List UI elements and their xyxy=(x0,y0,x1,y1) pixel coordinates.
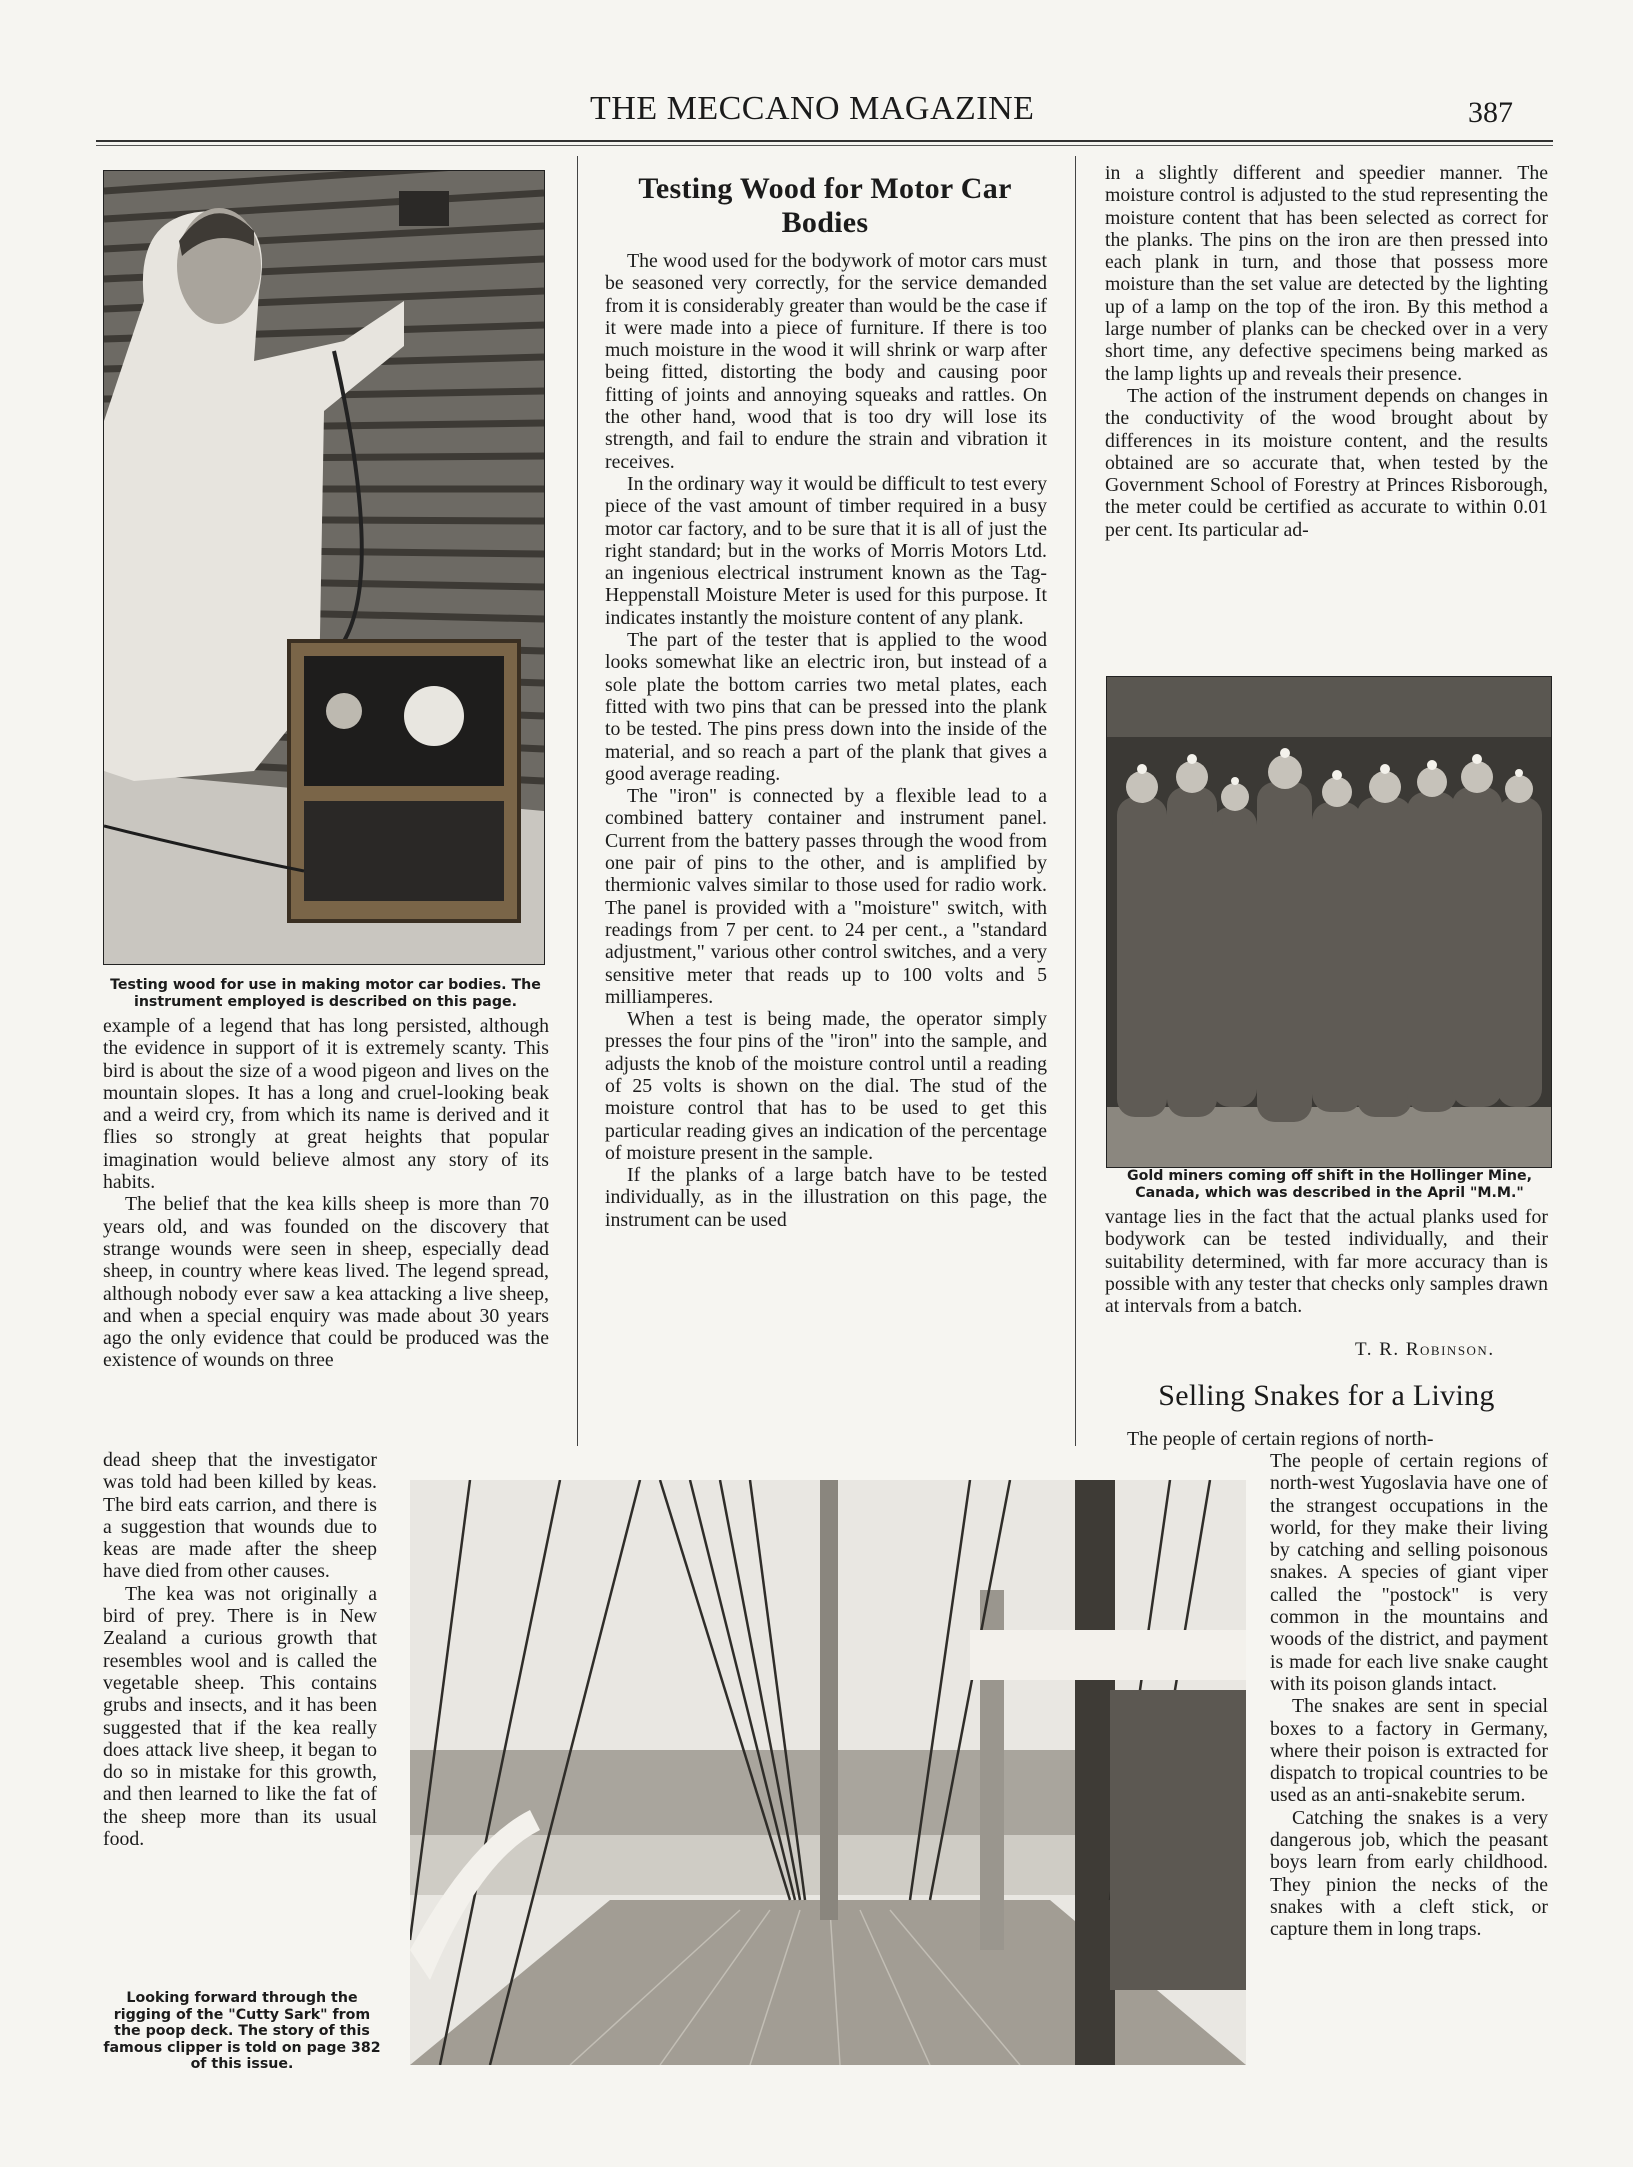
caption-cutty-sark: Looking forward through the rigging of the "Cutty Sark" from the poop deck. The story of this famous clipper is told on page 382 of this issue. xyxy=(103,1990,381,2072)
kea-article-lower xyxy=(103,1449,377,1850)
wood-article-body xyxy=(605,250,1047,1231)
wood-article-ending xyxy=(1105,1206,1548,1317)
caption-gold-miners: Gold miners coming off shift in the Hollinger Mine, Canada, which was described in the April "M.M." xyxy=(1126,1168,1533,1201)
kea-article-upper xyxy=(103,1015,549,1372)
kea-paragraph: The belief that the kea kills sheep is more than 70 years old, and was founded on the discovery that strange wounds were seen in sheep, especially dead sheep, in country where keas lived. The legend spread, although nobody ever saw a kea attacking a live sheep, and when a special enquiry was made about 30 years ago the only evidence that could be produced was the existence of wounds on three xyxy=(103,1193,549,1372)
wood-paragraph: The action of the instrument depends on changes in the conductivity of the wood brought about by differences in its moisture content, and the results obtained are so accurate that, when tested by the Government School of Forestry at Princes Risborough, the meter could be certified as accurate to within 0.01 per cent. Its particular ad- xyxy=(1105,384,1548,541)
wood-paragraph: vantage lies in the fact that the actual planks used for bodywork can be tested individually, and their suitability determined, with far more accuracy than is possible with any tester that checks only samples drawn at intervals from a batch. xyxy=(1105,1206,1548,1318)
wood-paragraph: When a test is being made, the operator simply presses the four pins of the "iron" into the sample, and adjusts the knob of the moisture control until a reading of 25 volts is shown on the dial. The stud of the moisture control that has to be used to get this particular reading gives an indication of the percentage of moisture present in the sample. xyxy=(605,1008,1047,1164)
kea-paragraph: The kea was not originally a bird of prey. There is in New Zealand a curious growth that resembles wool and is called the vegetable sheep. This contains grubs and insects, and it has been suggested that if the kea really does attack live sheep, it began to do so in mistake for this growth, and then learned to like the fat of the sheep more than its usual food. xyxy=(103,1582,377,1851)
snakes-article-title: Selling Snakes for a Living xyxy=(1158,1379,1495,1412)
snakes-paragraph: The people of certain regions of north-west Yugoslavia have one of the strangest occupations in the world, for they make their living by catching and selling poisonous snakes. A species of giant viper called the "postock" is very common in the mountains and woods of the district, and payment is made for each live snake caught with its poison glands intact. xyxy=(1270,1450,1548,1695)
wood-paragraph: In the ordinary way it would be difficult to test every piece of the vast amount of timber required in a busy motor car factory, and to be sure that it is all of just the right standard; but in the works of Morris Motors Ltd. an ingenious electrical instrument known as the Tag-Heppenstall Moisture Meter is used for this purpose. It indicates instantly the moisture content of any plank. xyxy=(605,472,1047,629)
magazine-title: THE MECCANO MAGAZINE xyxy=(590,90,1035,127)
column-rule-left xyxy=(577,156,578,1446)
column-rule-right xyxy=(1075,156,1076,1446)
wood-paragraph: The wood used for the bodywork of motor cars must be seasoned very correctly, for the service demanded from it is considerably greater than would be the case if it were made into a piece of furniture. If there is too much moisture in the wood it will shrink or warp after being fitted, distorting the body and causing poor fitting of joints and annoying squeaks and rattles. On the other hand, wood that is too dry will lose its strength, and fail to endure the strain and vibration it receives. xyxy=(605,250,1047,473)
snakes-article-intro xyxy=(1105,1428,1548,1450)
photo-wood-tester xyxy=(103,170,545,965)
wood-paragraph: in a slightly different and speedier manner. The moisture control is adjusted to the stud representing the moisture content that has been selected as correct for the planks. The pins on the iron are then pressed into each plank in turn, and those that possess more moisture than the set value are detected by the lighting up of a lamp on the top of the iron. By this method a large number of planks can be checked over in a very short time, any defective specimens being marked as the lamp lights up and reveals their presence. xyxy=(1105,162,1548,385)
header-rule xyxy=(96,140,1553,142)
kea-paragraph: dead sheep that the investigator was told had been killed by keas. The bird eats carrion, and there is a suggestion that wounds due to keas are made after the sheep have died from other causes. xyxy=(103,1449,377,1583)
snakes-paragraph-start: The people of certain regions of north- xyxy=(1127,1428,1434,1450)
wood-paragraph: If the planks of a large batch have to be tested individually, as in the illustration on this page, the instrument can be used xyxy=(605,1164,1047,1231)
kea-paragraph: example of a legend that has long persisted, although the evidence in support of it is extremely scanty. This bird is about the size of a wood pigeon and lives on the mountain slopes. It has a long and cruel-looking beak and a weird cry, from which its name is derived and it flies so strongly at great heights that popular imagination would believe almost any story of its habits. xyxy=(103,1015,549,1194)
page-number: 387 xyxy=(1468,96,1513,129)
wood-paragraph: The "iron" is connected by a flexible lead to a combined battery container and instrument panel. Current from the battery passes through the wood from one pair of pins to the other, and is amplified by thermionic valves similar to those used for radio work. The panel is provided with a "moisture" switch, with readings from 7 per cent. to 24 per cent., a "standard adjustment," various other control switches, and a very sensitive meter that reads up to 100 volts and 5 milliamperes. xyxy=(605,785,1047,1008)
photo-gold-miners xyxy=(1106,676,1552,1168)
snakes-article-body xyxy=(1270,1450,1548,1941)
photo-cutty-sark xyxy=(410,1480,1246,2065)
wood-paragraph: The part of the tester that is applied to the wood looks somewhat like an electric iron, but instead of a sole plate the bottom carries two metal plates, each fitted with two pins that can be pressed into the plank to be tested. The pins press down into the inside of the material, and so reach a part of the plank that gives a good average reading. xyxy=(605,629,1047,785)
snakes-paragraph: Catching the snakes is a very dangerous job, which the peasant boys learn from early childhood. They pinion the necks of the snakes with a cleft stick, or capture them in long traps. xyxy=(1270,1806,1548,1941)
wood-article-title: Testing Wood for Motor Car Bodies xyxy=(638,172,1012,239)
wood-article-continuation xyxy=(1105,162,1548,541)
author-signature: T. R. Robinson. xyxy=(1355,1339,1495,1360)
caption-wood-tester: Testing wood for use in making motor car bodies. The instrument employed is described on this page. xyxy=(110,977,541,1010)
snakes-paragraph: The snakes are sent in special boxes to a factory in Germany, where their poison is extracted for dispatch to tropical countries to be used as an anti-snakebite serum. xyxy=(1270,1695,1548,1807)
header-rule-thin xyxy=(96,145,1553,146)
